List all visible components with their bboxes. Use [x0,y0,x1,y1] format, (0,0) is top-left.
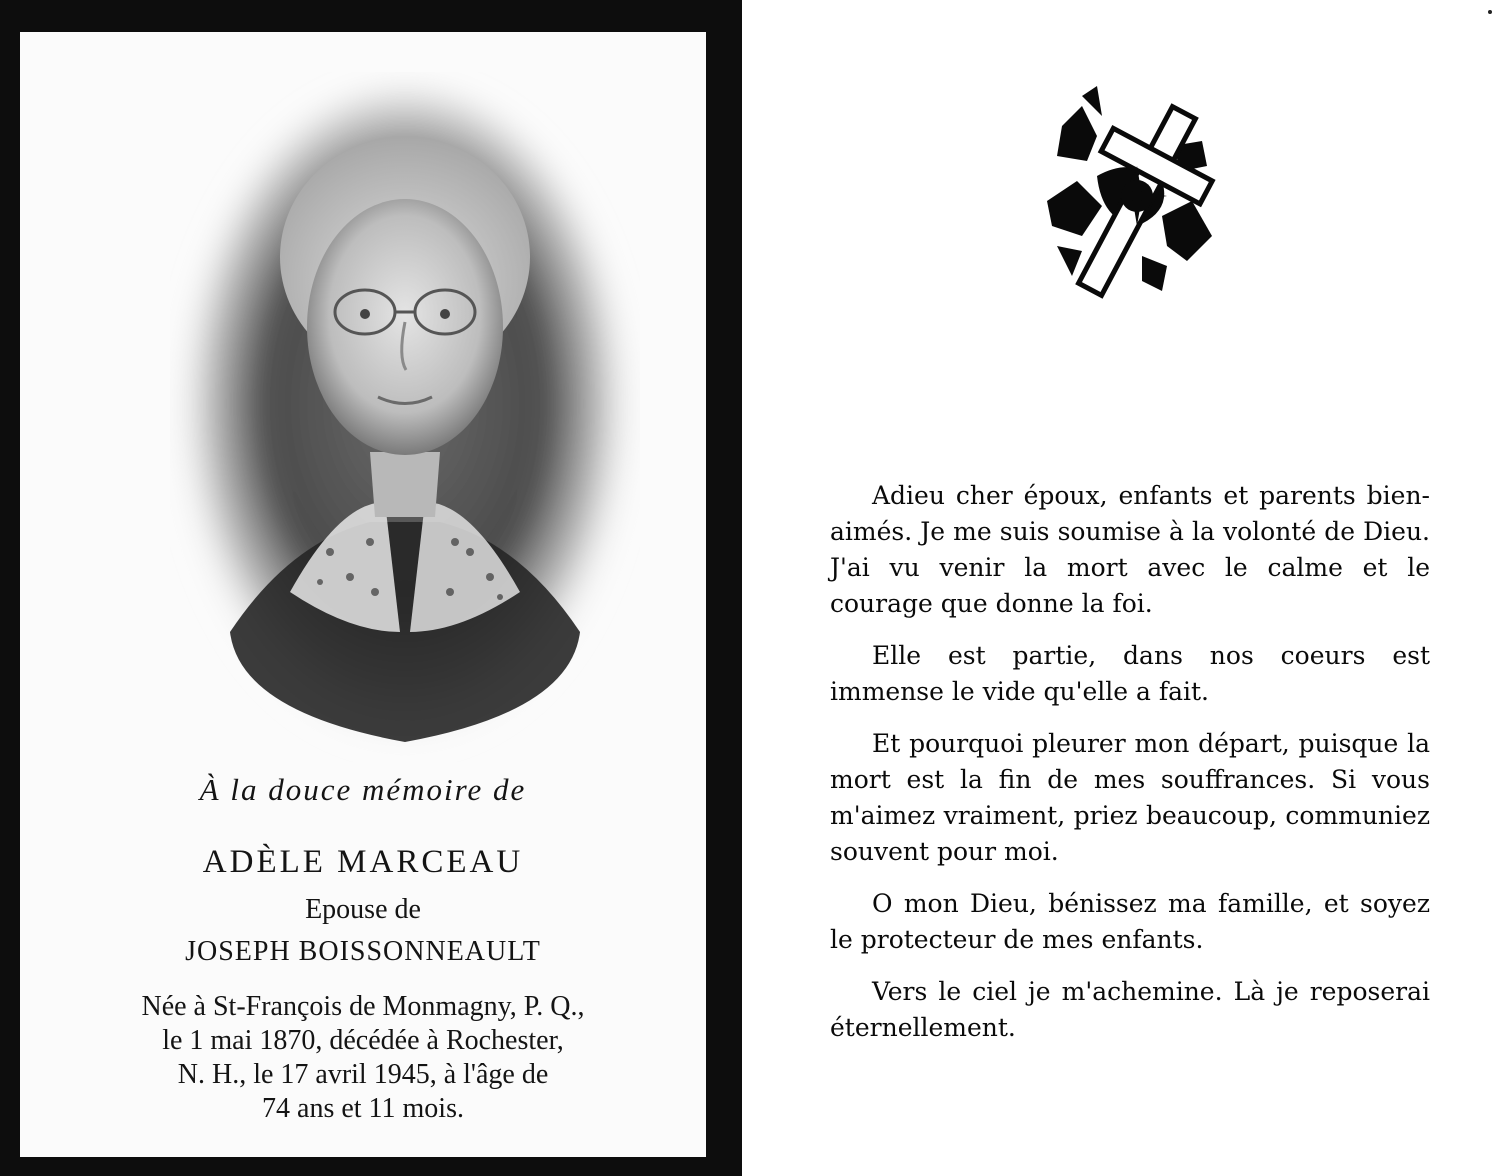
portrait-photo [170,72,640,762]
poem-paragraph: Elle est partie, dans nos coeurs est immense le vide qu'elle a fait. [830,641,1430,706]
front-card-frame [0,0,742,1176]
poem-paragraph: Vers le ciel je m'achemine. Là je reposerai éternellement. [830,977,1430,1042]
spouse-label: Epouse de [305,894,421,925]
back-card [742,0,1500,1176]
bio-line: le 1 mai 1870, décédée à Rochester, [162,1025,564,1056]
cross-with-flowers-icon [1042,86,1222,312]
bio-line: N. H., le 17 avril 1945, à l'âge de [177,1059,549,1090]
spouse-name: JOSEPH BOISSONNEAULT [185,936,541,967]
in-memory-heading: À la douce mémoire de [199,772,527,807]
deceased-name: ADÈLE MARCEAU [202,844,524,880]
poem-paragraph: Adieu cher époux, enfants et parents bien-aimés. Je me suis soumise à la volonté de Dieu. J'ai vu venir la mort avec le calme et le courage que donne la foi. [830,481,1430,618]
poem-paragraph: Et pourquoi pleurer mon départ, puisque la mort est la fin de mes souffrances. Si vous m'aimez vraiment, priez beaucoup, communiez souvent pour moi. [830,729,1430,866]
poem-paragraph: O mon Dieu, bénissez ma famille, et soyez le protecteur de mes enfants. [830,889,1430,954]
speck [1488,10,1492,14]
biography-text [20,990,706,1126]
bio-line: 74 ans et 11 mois. [262,1093,464,1124]
poem-text [830,478,1430,1062]
bio-line: Née à St-François de Monmagny, P. Q., [141,991,585,1022]
front-card [20,32,706,1157]
